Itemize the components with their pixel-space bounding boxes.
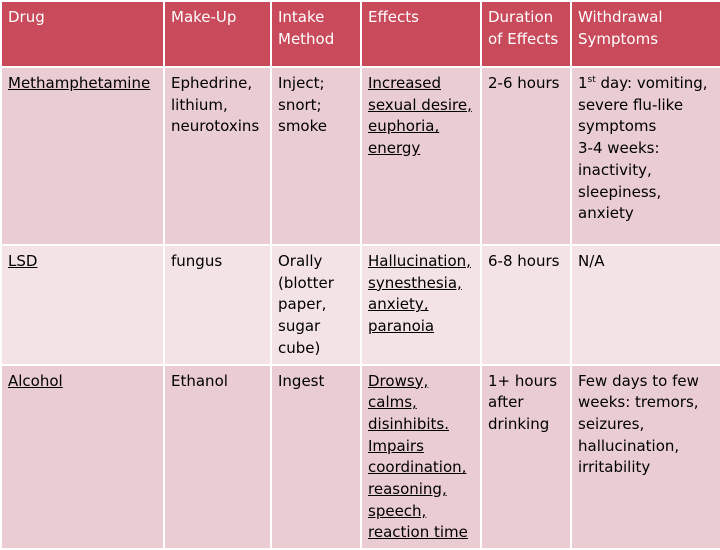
cell-duration: 2-6 hours	[481, 67, 571, 245]
header-intake-method: Intake Method	[271, 1, 361, 67]
cell-drug	[1, 67, 164, 245]
withdrawal-rest: day: vomiting, severe flu-like symptoms	[578, 74, 708, 136]
cell-intake: Inject; snort; smoke	[271, 67, 361, 245]
cell-effects	[361, 67, 481, 245]
effects-text: Drowsy, calms, disinhibits. Impairs coordination, reasoning, speech, reaction time	[368, 371, 468, 542]
cell-intake: Orally (blotter paper, sugar cube)	[271, 245, 361, 365]
cell-drug	[1, 245, 164, 365]
cell-withdrawal: N/A	[571, 245, 720, 365]
cell-withdrawal	[571, 67, 720, 245]
cell-duration: 6-8 hours	[481, 245, 571, 365]
cell-makeup: fungus	[164, 245, 271, 365]
header-withdrawal: Withdrawal Symptoms	[571, 1, 720, 67]
table-header-row	[1, 1, 720, 67]
header-makeup: Make-Up	[164, 1, 271, 67]
cell-effects	[361, 365, 481, 550]
drug-name: Methamphetamine	[8, 74, 151, 92]
table-row	[1, 365, 720, 550]
cell-intake: Ingest	[271, 365, 361, 550]
header-duration: Duration of Effects	[481, 1, 571, 67]
withdrawal-first: 1	[578, 74, 588, 92]
header-effects: Effects	[361, 1, 481, 67]
withdrawal-line2: 3-4 weeks: inactivity, sleepiness, anxiety	[578, 139, 662, 223]
cell-makeup: Ephedrine, lithium, neurotoxins	[164, 67, 271, 245]
cell-withdrawal: Few days to few weeks: tremors, seizures, hallucination, irritability	[571, 365, 720, 550]
cell-drug	[1, 365, 164, 550]
withdrawal-sup: st	[587, 75, 596, 85]
cell-effects	[361, 245, 481, 365]
cell-makeup: Ethanol	[164, 365, 271, 550]
effects-text: Hallucination, synesthesia, anxiety, paranoia	[368, 252, 471, 336]
table-row	[1, 245, 720, 365]
effects-text: Increased sexual desire, euphoria, energy	[368, 74, 472, 158]
drug-name: Alcohol	[8, 371, 63, 390]
drug-name: LSD	[8, 252, 38, 270]
table-row	[1, 67, 720, 245]
cell-duration: 1+ hours after drinking	[481, 365, 571, 550]
header-drug: Drug	[1, 1, 164, 67]
